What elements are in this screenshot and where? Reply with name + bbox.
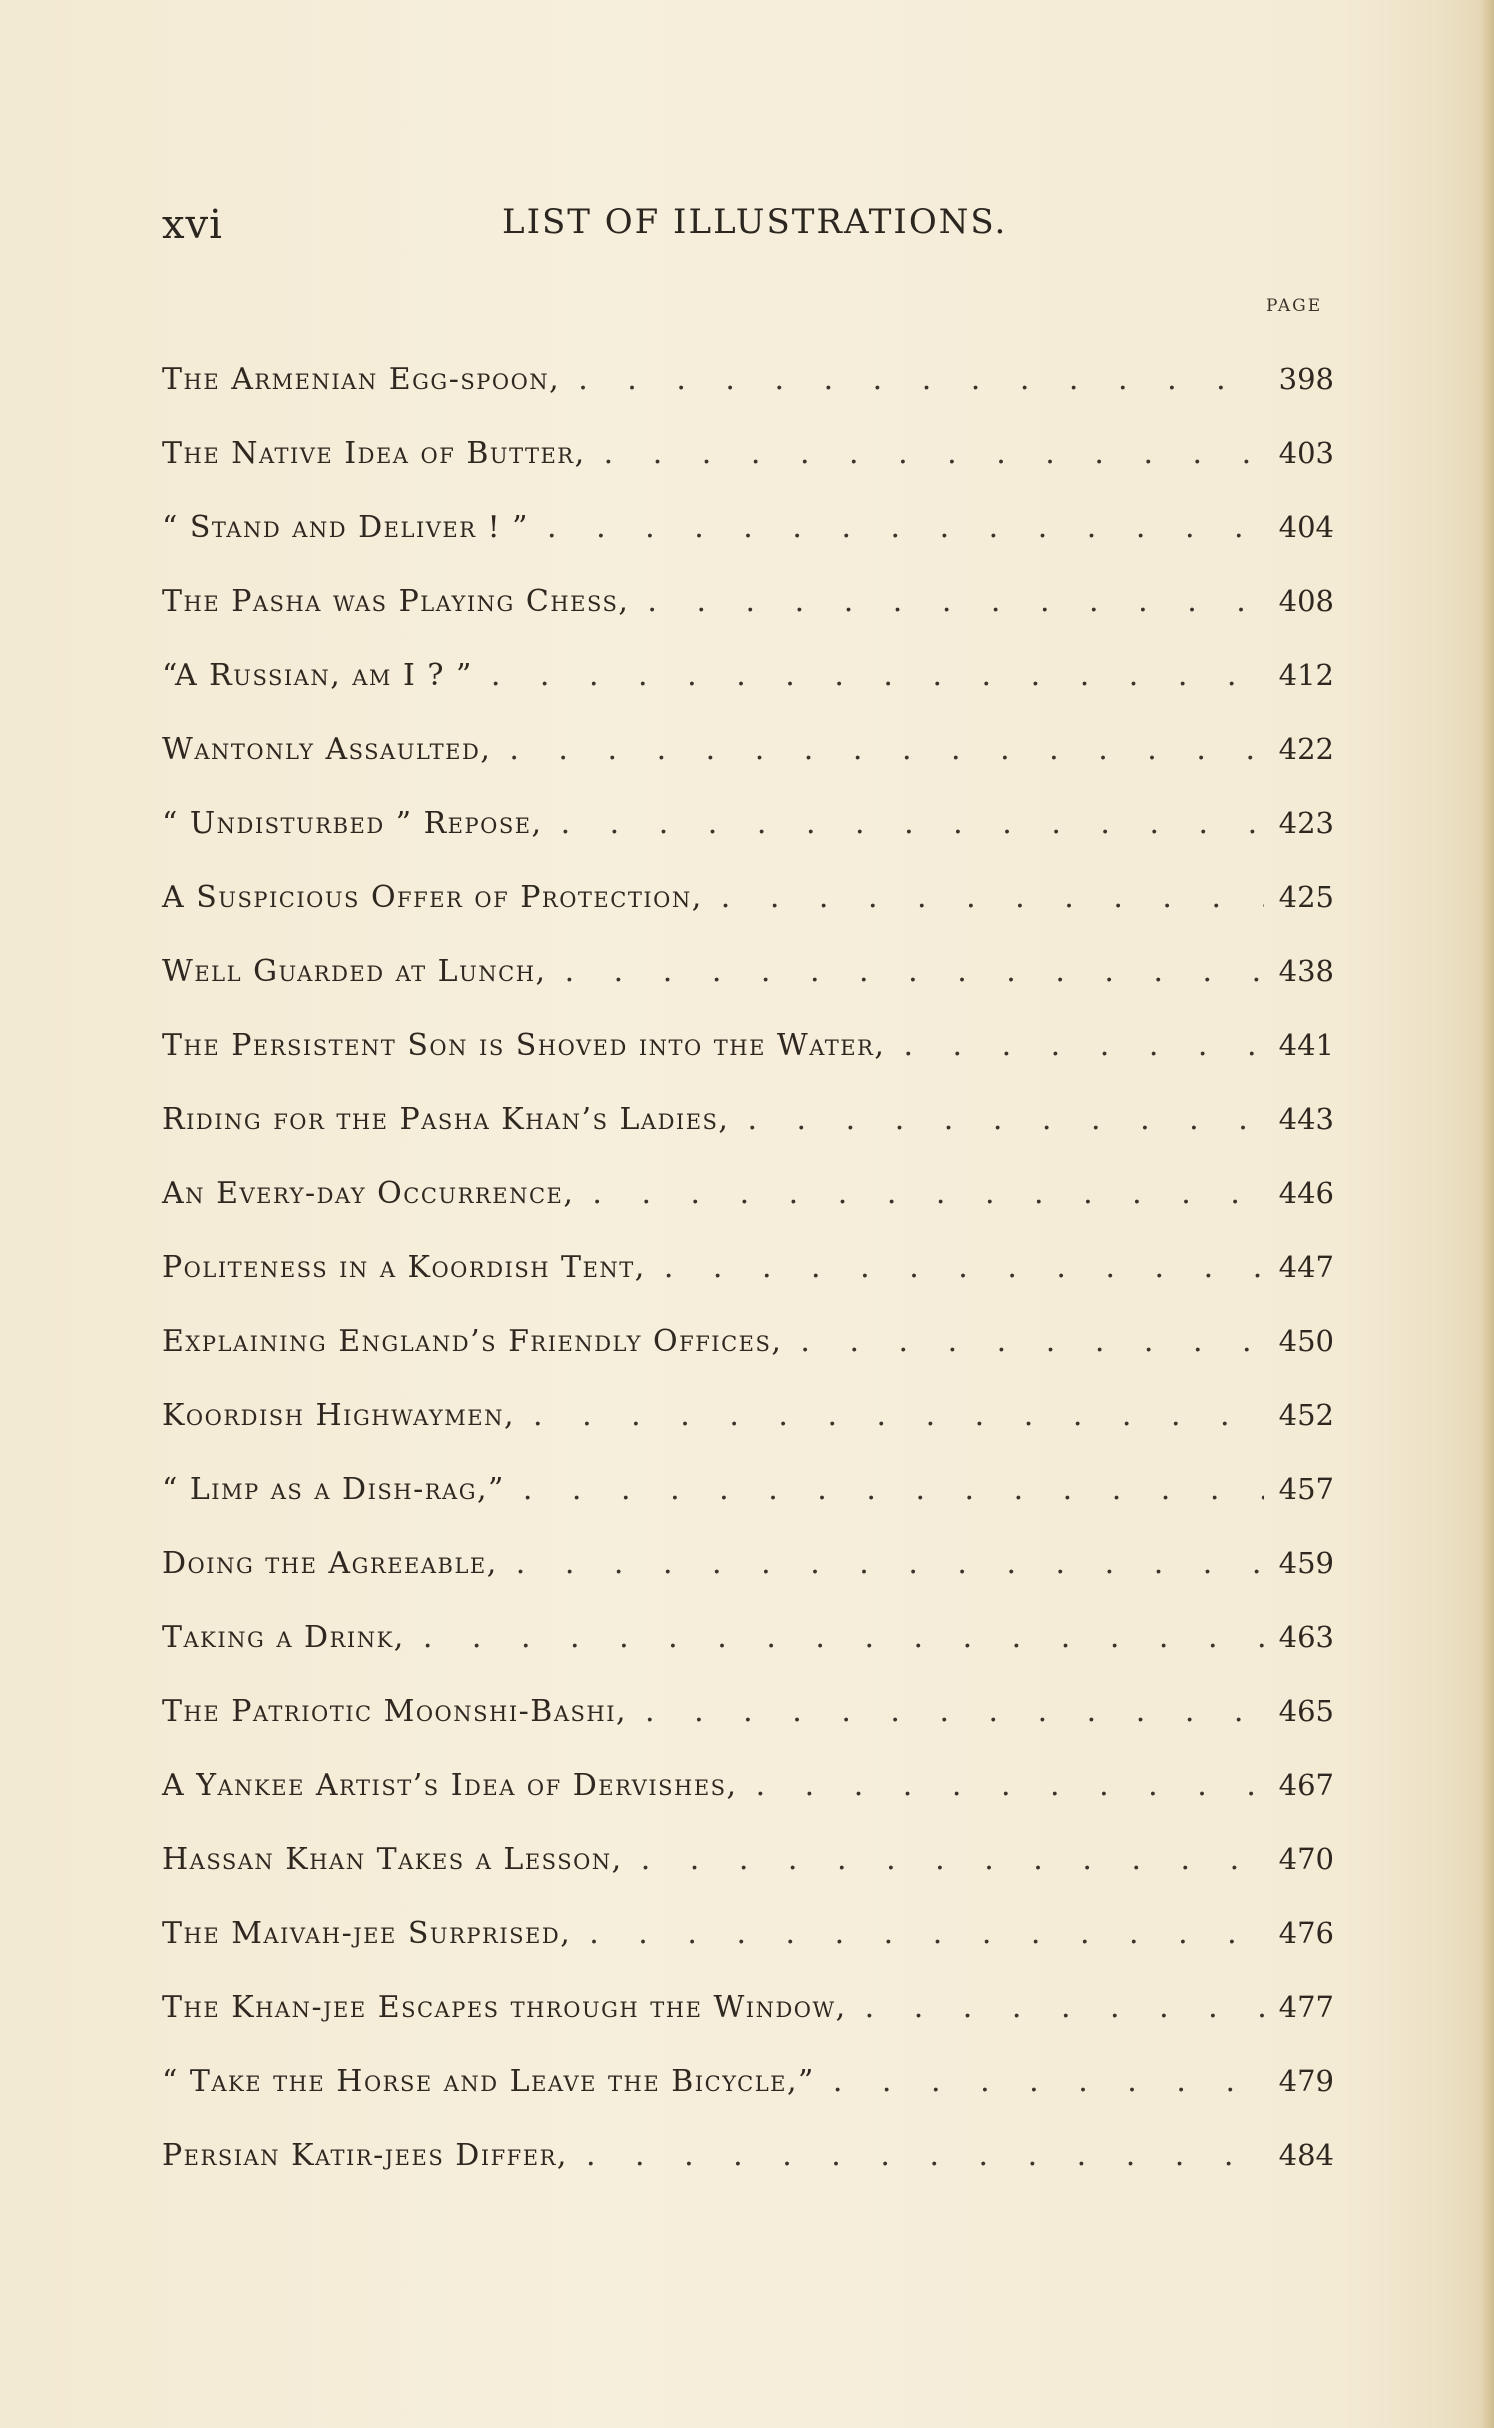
running-title: LIST OF ILLUSTRATIONS. [502,202,1008,242]
list-item [162,786,1334,860]
list-item [162,1822,1334,1896]
entry-page: 438 [1278,954,1334,988]
entry-title: The Maivah-jee Surprised, [162,1915,572,1951]
dot-leader [586,2138,1264,2173]
entry-page: 465 [1278,1694,1334,1728]
entry-title: “A Russian, am I ? ” [162,657,473,693]
entry-page: 459 [1278,1546,1334,1580]
entry-title: Explaining England’s Friendly Offices, [162,1323,783,1359]
list-item [162,2118,1334,2192]
entry-title: Doing the Agreeable, [162,1545,498,1581]
list-item [162,2044,1334,2118]
entry-page: 425 [1278,880,1334,914]
list-item [162,638,1334,712]
list-item [162,1156,1334,1230]
entry-page: 470 [1278,1842,1334,1876]
dot-leader [589,1916,1264,1951]
entry-page: 447 [1278,1250,1334,1284]
entry-page: 441 [1278,1028,1334,1062]
dot-leader [423,1620,1264,1655]
entry-page: 423 [1278,806,1334,840]
dot-leader [509,732,1264,767]
entry-page: 404 [1278,510,1334,544]
entry-page: 484 [1278,2138,1334,2172]
dot-leader [604,436,1264,471]
list-item [162,1748,1334,1822]
entry-page: 422 [1278,732,1334,766]
dot-leader [578,362,1264,397]
dot-leader [533,1398,1264,1433]
list-item [162,1452,1334,1526]
list-item [162,1896,1334,1970]
entry-title: Well Guarded at Lunch, [162,953,547,989]
dot-leader [664,1250,1264,1285]
entry-page: 477 [1278,1990,1334,2024]
entry-title: Taking a Drink, [162,1619,405,1655]
dot-leader [516,1546,1264,1581]
entry-title: “ Stand and Deliver ! ” [162,509,530,545]
list-item [162,934,1334,1008]
dot-leader [833,2064,1264,2099]
entry-title: The Armenian Egg-spoon, [162,361,561,397]
entry-page: 398 [1278,362,1334,396]
list-item [162,564,1334,638]
dot-leader [903,1028,1264,1063]
list-item [162,1526,1334,1600]
page-header [162,202,1332,262]
entry-page: 467 [1278,1768,1334,1802]
entry-page: 476 [1278,1916,1334,1950]
entry-page: 446 [1278,1176,1334,1210]
list-item [162,490,1334,564]
page-folio: xvi [162,202,223,248]
dot-leader [647,584,1264,619]
dot-leader [721,880,1264,915]
list-item [162,1600,1334,1674]
entry-title: “ Limp as a Dish-rag,” [162,1471,505,1507]
dot-leader [800,1324,1264,1359]
page-column-label: PAGE [1266,296,1323,316]
entry-title: The Persistent Son is Shoved into the Water, [162,1027,886,1063]
entry-title: Koordish Highwaymen, [162,1397,516,1433]
dot-leader [565,954,1264,989]
entry-page: 403 [1278,436,1334,470]
dot-leader [523,1472,1264,1507]
entry-title: “ Undisturbed ” Repose, [162,805,543,841]
entry-page: 479 [1278,2064,1334,2098]
dot-leader [547,510,1264,545]
entry-page: 450 [1278,1324,1334,1358]
dot-leader [645,1694,1264,1729]
entry-title: The Khan-jee Escapes through the Window, [162,1989,847,2025]
entry-page: 457 [1278,1472,1334,1506]
entry-title: A Suspicious Offer of Protection, [162,879,703,915]
dot-leader [865,1990,1264,2025]
list-item [162,1674,1334,1748]
entry-title: Persian Katir-jees Differ, [162,2137,568,2173]
page-edge-shadow [1480,0,1494,2428]
list-item [162,342,1334,416]
entry-title: The Pasha was Playing Chess, [162,583,630,619]
entry-title: Politeness in a Koordish Tent, [162,1249,646,1285]
illustrations-list [162,342,1334,2192]
entry-title: Wantonly Assaulted, [162,731,492,767]
dot-leader [641,1842,1264,1877]
entry-page: 408 [1278,584,1334,618]
list-item [162,1230,1334,1304]
dot-leader [747,1102,1264,1137]
list-item [162,1378,1334,1452]
entry-page: 412 [1278,658,1334,692]
list-item [162,1008,1334,1082]
list-item [162,416,1334,490]
dot-leader [491,658,1264,693]
entry-title: The Patriotic Moonshi-Bashi, [162,1693,628,1729]
entry-title: Riding for the Pasha Khan’s Ladies, [162,1101,730,1137]
entry-page: 452 [1278,1398,1334,1432]
entry-page: 443 [1278,1102,1334,1136]
entry-title: The Native Idea of Butter, [162,435,586,471]
dot-leader [561,806,1264,841]
list-item [162,712,1334,786]
list-item [162,1304,1334,1378]
entry-title: Hassan Khan Takes a Lesson, [162,1841,623,1877]
list-item [162,1970,1334,2044]
entry-title: “ Take the Horse and Leave the Bicycle,” [162,2063,815,2099]
list-item [162,860,1334,934]
dot-leader [592,1176,1264,1211]
entry-title: An Every-day Occurrence, [162,1175,575,1211]
entry-title: A Yankee Artist’s Idea of Dervishes, [162,1767,738,1803]
list-item [162,1082,1334,1156]
entry-page: 463 [1278,1620,1334,1654]
dot-leader [756,1768,1264,1803]
